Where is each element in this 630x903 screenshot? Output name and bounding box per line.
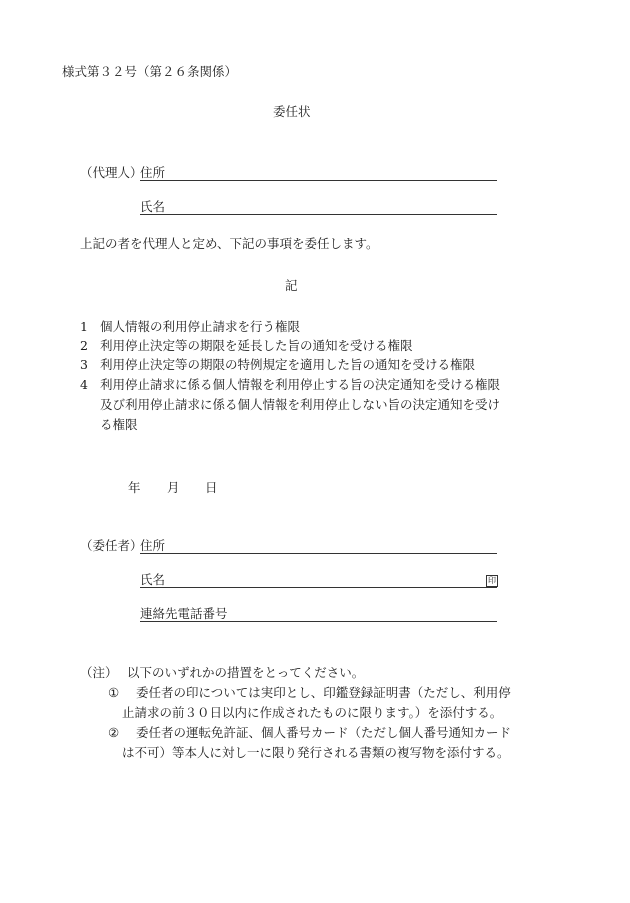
note-text: は不可）等本人に対し一に限り発行される書類の複写物を添付する。	[122, 745, 510, 760]
date-month-label: 月	[167, 480, 180, 495]
item-number: 3	[80, 357, 88, 372]
item-text: 利用停止請求に係る個人情報を利用停止する旨の決定通知を受ける権限	[100, 377, 501, 392]
date-year-label: 年	[128, 480, 141, 495]
principal-role-label: （委任者）	[80, 538, 143, 553]
agent-name-field[interactable]	[140, 214, 497, 215]
item-text: る権限	[100, 417, 138, 432]
principal-phone-field[interactable]	[140, 621, 497, 622]
item-text: 利用停止決定等の期限を延長した旨の通知を受ける権限	[100, 338, 413, 353]
principal-name-field[interactable]	[140, 587, 497, 588]
note-text: 委任者の印については実印とし、印鑑登録証明書（ただし、利用停	[136, 685, 511, 700]
delegation-statement: 上記の者を代理人と定め、下記の事項を委任します。	[80, 236, 379, 251]
note-text: 委任者の運転免許証、個人番号カード（ただし個人番号通知カード	[136, 725, 512, 740]
agent-address-field[interactable]	[140, 180, 497, 181]
principal-address-label: 住所	[140, 538, 166, 553]
agent-address-label: 住所	[140, 165, 166, 180]
principal-name-label: 氏名	[140, 572, 166, 587]
document-title: 委任状	[273, 104, 311, 119]
date-day-label: 日	[205, 480, 218, 495]
principal-address-field[interactable]	[140, 553, 497, 554]
agent-name-label: 氏名	[140, 199, 166, 214]
item-number: 1	[80, 319, 88, 334]
notes-label: （注）	[80, 665, 118, 680]
item-number: 4	[80, 377, 88, 392]
item-number: 2	[80, 338, 88, 353]
ki-heading: 記	[285, 278, 298, 293]
item-text: 個人情報の利用停止請求を行う権限	[100, 319, 301, 334]
form-number: 様式第３２号（第２６条関係）	[62, 64, 238, 79]
notes-intro: 以下のいずれかの措置をとってください。	[127, 665, 365, 680]
item-text: 利用停止決定等の期限の特例規定を適用した旨の通知を受ける権限	[100, 357, 476, 372]
principal-phone-label: 連絡先電話番号	[140, 606, 228, 621]
note-text: 止請求の前３０日以内に作成されたものに限ります。）を添付する。	[122, 705, 503, 720]
item-text: 及び利用停止請求に係る個人情報を利用停止しない旨の決定通知を受け	[100, 397, 501, 412]
note-marker: ①	[108, 685, 120, 700]
agent-role-label: （代理人）	[80, 165, 143, 180]
seal-mark: 印	[488, 576, 496, 585]
note-marker: ②	[108, 725, 120, 740]
